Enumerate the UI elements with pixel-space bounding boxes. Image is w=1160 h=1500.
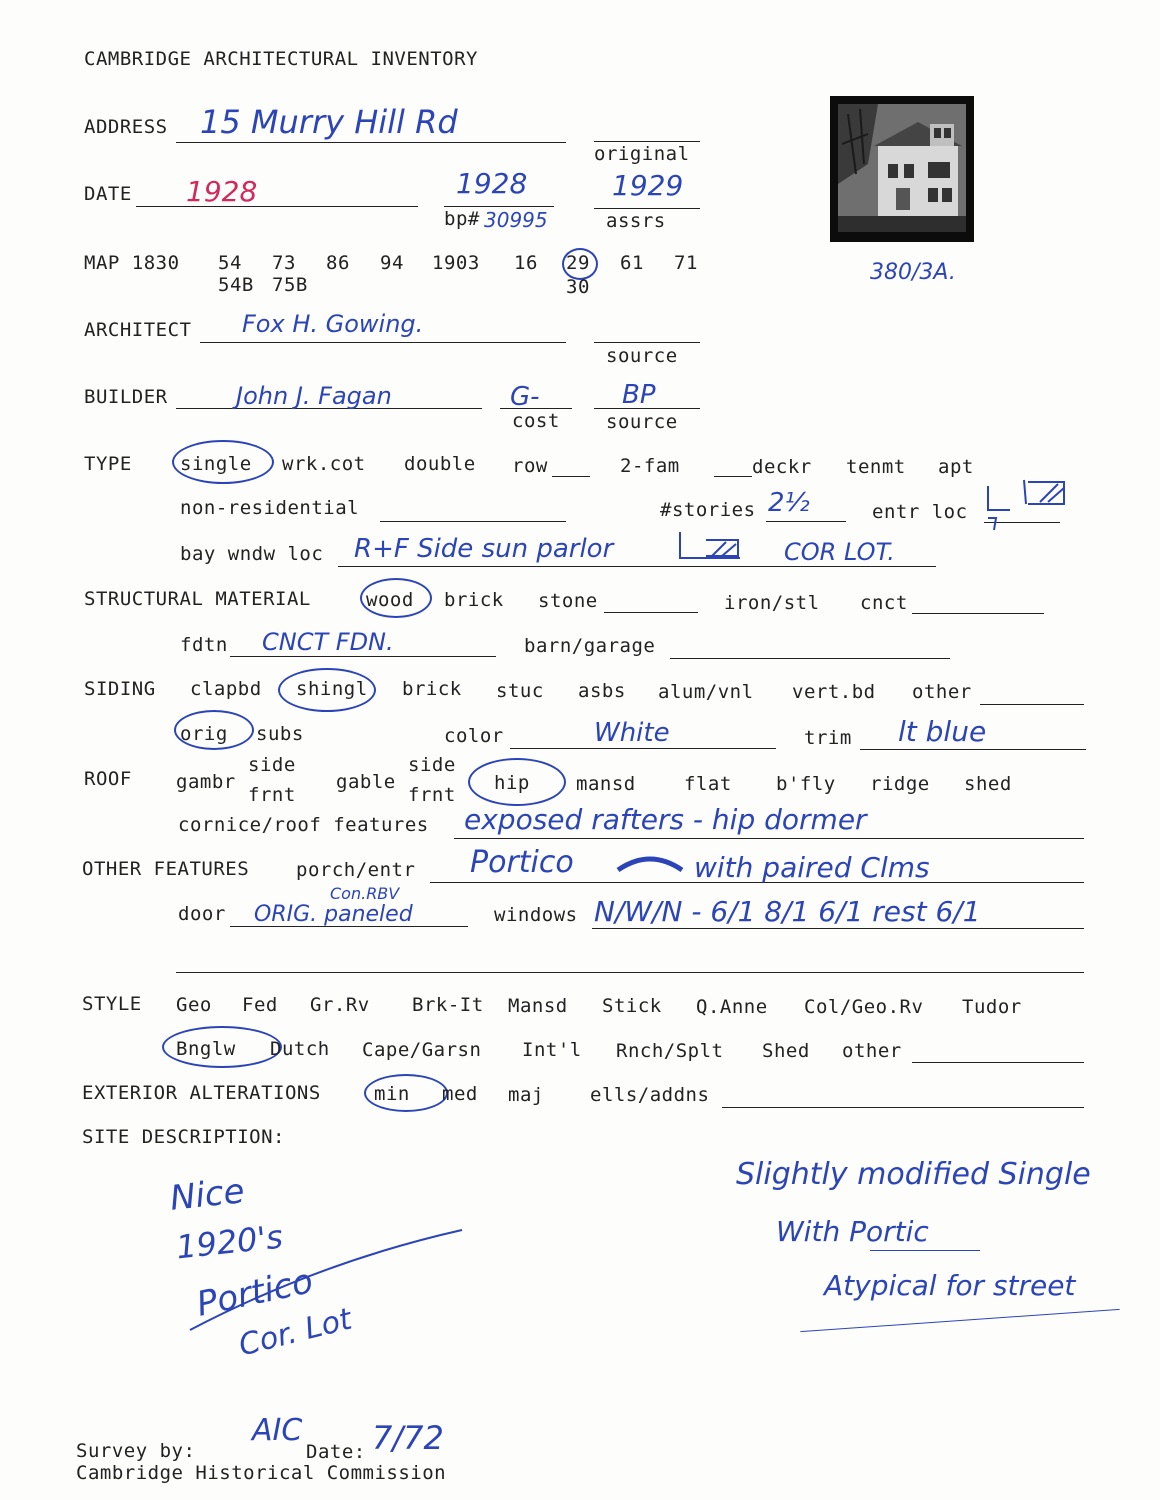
type-option: wrk.cot <box>282 453 366 475</box>
porch-value-2: with paired Clms <box>694 851 930 884</box>
siding-option: asbs <box>578 680 626 702</box>
bay-line <box>338 566 936 567</box>
map-year: 73 <box>272 252 296 274</box>
trim-label: trim <box>804 727 852 749</box>
ext-option: ells/addns <box>590 1084 710 1106</box>
assrs-line <box>594 208 700 209</box>
ext-option: med <box>442 1083 478 1105</box>
roof-option: mansd <box>576 773 636 795</box>
style-option: Geo <box>176 994 212 1016</box>
assrs-label: assrs <box>606 210 666 232</box>
color-line <box>510 748 776 749</box>
door-value: ORIG. paneled <box>254 902 413 927</box>
site-right-underline <box>870 1250 980 1251</box>
style-option: Brk-It <box>412 994 484 1016</box>
cost-value: G- <box>510 382 540 412</box>
ext-option: min <box>374 1083 410 1105</box>
lot-value: COR LOT. <box>784 538 895 566</box>
map-year: 86 <box>326 252 350 274</box>
bnglw-circle <box>162 1026 282 1068</box>
photo-ref: 380/3A. <box>870 260 956 285</box>
barn-line <box>670 658 950 659</box>
date-value: 1928 <box>186 175 258 208</box>
siding-orig-option: orig <box>180 723 228 745</box>
siding-orig-option: subs <box>256 723 304 745</box>
roof-frnt2: frnt <box>408 784 456 806</box>
cornice-value: exposed rafters - hip dormer <box>464 803 867 836</box>
bp-number: 30995 <box>484 208 548 232</box>
type-option: row <box>512 455 548 477</box>
address-line <box>176 142 566 143</box>
stories-label: #stories <box>660 499 756 521</box>
style-option: Dutch <box>270 1038 330 1060</box>
style-option: Q.Anne <box>696 996 768 1018</box>
roof-side2: side <box>408 754 456 776</box>
map-year: 71 <box>674 252 698 274</box>
architect-label: ARCHITECT <box>84 319 192 341</box>
architect-source-line <box>594 342 700 343</box>
map-year: 94 <box>380 252 404 274</box>
cost-label: cost <box>512 410 560 432</box>
map-year: 29 <box>566 252 590 274</box>
siding-option: shingl <box>296 678 368 700</box>
siding-option: stuc <box>496 680 544 702</box>
wood-circle <box>360 578 432 618</box>
map-year: 61 <box>620 252 644 274</box>
roof-side1: side <box>248 754 296 776</box>
entr-loc-sketch <box>982 476 1092 536</box>
ext-line <box>722 1107 1084 1108</box>
site-label: SITE DESCRIPTION: <box>82 1126 285 1148</box>
survey-date-value: 7/72 <box>372 1419 444 1457</box>
style-option: Rnch/Splt <box>616 1040 724 1062</box>
style-option: Fed <box>242 994 278 1016</box>
door-label: door <box>178 903 226 925</box>
survey-by-value: AIC <box>252 1413 303 1448</box>
map-year: 1903 <box>432 252 480 274</box>
roof-option: ridge <box>870 773 930 795</box>
fdtn-label: fdtn <box>180 634 228 656</box>
siding-label: SIDING <box>84 678 156 700</box>
bp-label: bp# <box>444 208 480 230</box>
style-option: Col/Geo.Rv <box>804 996 924 1018</box>
map-year: 30 <box>566 276 590 298</box>
house-photo-image <box>838 104 966 232</box>
map-year: 16 <box>514 252 538 274</box>
ext-label: EXTERIOR ALTERATIONS <box>82 1082 321 1104</box>
ext-option: maj <box>508 1084 544 1106</box>
style-option: Bnglw <box>176 1038 236 1060</box>
map-year: 75B <box>272 274 308 296</box>
roof-frnt1: frnt <box>248 784 296 806</box>
structural-option: stone <box>538 590 598 612</box>
bay-label: bay wndw loc <box>180 543 324 565</box>
survey-by-label: Survey by: <box>76 1440 196 1462</box>
siding-option: other <box>912 681 972 703</box>
original-line <box>594 141 700 142</box>
map-label: MAP 1830 <box>84 252 180 274</box>
siding-option: alum/vnl <box>658 681 754 703</box>
trim-value: lt blue <box>898 715 987 748</box>
architect-value: Fox H. Gowing. <box>242 310 424 338</box>
site-right-underline-2 <box>800 1309 1119 1332</box>
date-bp-line <box>444 206 554 207</box>
siding-other-line <box>980 704 1084 705</box>
map-year: 54B <box>218 274 254 296</box>
barn-label: barn/garage <box>524 635 656 657</box>
roof-option: gambr <box>176 771 236 793</box>
style-option: Stick <box>602 995 662 1017</box>
style-option: Cape/Garsn <box>362 1039 482 1061</box>
style-other-label: other <box>842 1040 902 1062</box>
porch-value: Portico <box>470 845 574 880</box>
type-option: double <box>404 453 476 475</box>
porch-label: porch/entr <box>296 859 416 881</box>
entr-loc-label: entr loc <box>872 501 968 523</box>
builder-source-label: source <box>606 411 678 433</box>
site-left-line: Nice <box>168 1171 247 1219</box>
non-residential-label: non-residential <box>180 497 360 519</box>
date-label: DATE <box>84 183 132 205</box>
site-right-line: Slightly modified Single <box>736 1157 1091 1192</box>
style-option: Tudor <box>962 996 1022 1018</box>
roof-option: flat <box>684 773 732 795</box>
color-label: color <box>444 725 504 747</box>
builder-value: John J. Fagan <box>236 382 392 410</box>
orig-circle <box>174 710 254 750</box>
architect-source-label: source <box>606 345 678 367</box>
siding-option: brick <box>402 678 462 700</box>
site-left-line: 1920's <box>174 1217 285 1267</box>
color-value: White <box>594 718 670 748</box>
roof-option: gable <box>336 771 396 793</box>
roof-option: hip <box>494 772 530 794</box>
style-option: Mansd <box>508 995 568 1017</box>
siding-option: vert.bd <box>792 681 876 703</box>
site-left-line: Portico <box>193 1261 317 1325</box>
bay-sketch <box>676 528 746 564</box>
bay-value: R+F Side sun parlor <box>354 534 614 564</box>
type-option: single <box>180 453 252 475</box>
cornice-label: cornice/roof features <box>178 814 429 836</box>
row-line <box>552 476 590 477</box>
deckr-line <box>714 476 752 477</box>
stories-line <box>766 521 846 522</box>
type-option: deckr <box>752 456 812 478</box>
address-label: ADDRESS <box>84 116 168 138</box>
siding-option: clapbd <box>190 678 262 700</box>
map-year: 54 <box>218 252 242 274</box>
house-drawing <box>838 104 966 232</box>
original-label: original <box>594 143 690 165</box>
builder-source-value: BP <box>622 380 656 410</box>
shingl-circle <box>278 668 376 712</box>
style-option: Gr.Rv <box>310 994 370 1016</box>
non-residential-line <box>380 521 566 522</box>
roof-label: ROOF <box>84 768 132 790</box>
site-right-line: With Portic <box>776 1215 929 1248</box>
windows-line <box>592 928 1084 929</box>
style-option: Shed <box>762 1040 810 1062</box>
style-label: STYLE <box>82 993 142 1015</box>
address-value: 15 Murry Hill Rd <box>200 103 458 141</box>
house-photo <box>830 96 974 242</box>
architect-line <box>200 342 566 343</box>
iron-label: iron/stl <box>724 592 820 614</box>
extra-line <box>176 972 1084 973</box>
structural-option: brick <box>444 589 504 611</box>
fdtn-line <box>230 656 496 657</box>
style-other-line <box>912 1062 1084 1063</box>
type-option: tenmt <box>846 456 906 478</box>
site-left-line: Cor. Lot <box>235 1301 356 1364</box>
style-option: Int'l <box>522 1039 582 1061</box>
hip-circle <box>468 758 566 806</box>
structural-label: STRUCTURAL MATERIAL <box>84 588 311 610</box>
cnct-label: cnct <box>860 592 908 614</box>
type-single-circle <box>172 440 274 484</box>
survey-date-label: Date: <box>306 1441 366 1463</box>
min-circle <box>364 1074 448 1112</box>
roof-option: shed <box>964 773 1012 795</box>
door-value-top: Con.RBV <box>330 884 400 903</box>
commission-label: Cambridge Historical Commission <box>76 1462 447 1484</box>
portico-arc-sketch <box>614 848 686 878</box>
site-right-line: Atypical for street <box>824 1269 1076 1302</box>
windows-value: N/W/N - 6/1 8/1 6/1 rest 6/1 <box>594 895 981 928</box>
fdtn-value: CNCT FDN. <box>262 628 394 656</box>
builder-label: BUILDER <box>84 386 168 408</box>
date-line <box>136 206 418 207</box>
type-option: 2-fam <box>620 455 680 477</box>
structural-option: wood <box>366 589 414 611</box>
type-option: apt <box>938 456 974 478</box>
roof-option: b'fly <box>776 773 836 795</box>
other-features-label: OTHER FEATURES <box>82 858 250 880</box>
trim-line <box>860 749 1086 750</box>
date-assrs-value: 1929 <box>612 169 684 202</box>
cnct-line <box>912 613 1044 614</box>
type-label: TYPE <box>84 453 132 475</box>
form-title: CAMBRIDGE ARCHITECTURAL INVENTORY <box>84 48 478 70</box>
windows-label: windows <box>494 904 578 926</box>
cornice-line <box>454 838 1084 839</box>
date-bp-value: 1928 <box>456 167 528 200</box>
stone-line <box>604 612 698 613</box>
stories-value: 2½ <box>768 488 810 518</box>
